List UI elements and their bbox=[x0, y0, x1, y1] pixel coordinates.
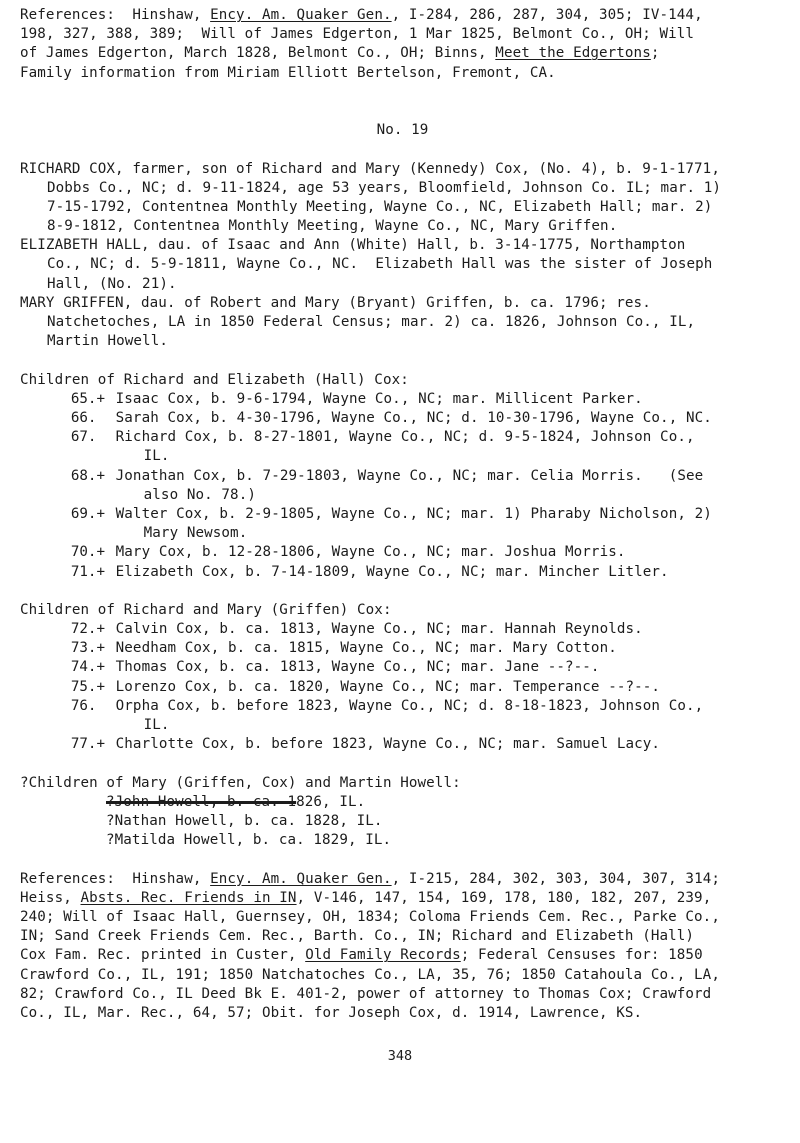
reference-text: Cox Fam. Rec. printed in Custer, bbox=[20, 947, 306, 964]
reference-text: ; Federal Censuses for: 1850 bbox=[460, 947, 703, 964]
reference-text: Heiss, bbox=[20, 889, 81, 906]
child-entry bbox=[20, 543, 785, 562]
child-line: Orpha Cox, b. before 1823, Wayne Co., NC; d. 8-18-1823, Johnson Co., bbox=[107, 697, 704, 714]
child-entry bbox=[20, 678, 785, 697]
person-entries bbox=[20, 160, 785, 352]
children-group-title: Children of Richard and Mary (Griffen) Cox: bbox=[20, 601, 392, 618]
person-line: Dobbs Co., NC; d. 9-11-1824, age 53 years, Bloomfield, Johnson Co. IL; mar. 1) bbox=[47, 179, 722, 196]
reference-line bbox=[20, 985, 785, 1004]
child-line: Lorenzo Cox, b. ca. 1820, Wayne Co., NC; mar. Temperance --?--. bbox=[107, 678, 661, 695]
reference-line bbox=[20, 6, 785, 25]
child-number: 70.+ bbox=[70, 544, 105, 561]
person-line: RICHARD COX, farmer, son of Richard and Mary (Kennedy) Cox, (No. 4), b. 9-1-1771, bbox=[20, 160, 720, 177]
reference-text: of James Edgerton, March 1828, Belmont Co., OH; Binns, bbox=[20, 45, 496, 62]
child-line: also No. 78.) bbox=[135, 486, 256, 503]
child-text bbox=[105, 620, 785, 639]
child-line: Calvin Cox, b. ca. 1813, Wayne Co., NC; mar. Hannah Reynolds. bbox=[107, 621, 643, 638]
howell-child bbox=[20, 793, 785, 812]
person-line: Natchetoches, LA in 1850 Federal Census; mar. 2) ca. 1826, Johnson Co., IL, bbox=[47, 314, 696, 331]
child-entry bbox=[20, 658, 785, 677]
reference-text: 82; Crawford Co., IL Deed Bk E. 401-2, power of attorney to Thomas Cox; Crawford bbox=[20, 985, 712, 1002]
bottom-references bbox=[20, 870, 785, 1024]
child-line: Needham Cox, b. ca. 1815, Wayne Co., NC; mar. Mary Cotton. bbox=[107, 640, 617, 657]
child-entry bbox=[20, 620, 785, 639]
reference-text: References: Hinshaw, bbox=[20, 870, 211, 887]
children-group-2 bbox=[20, 601, 785, 755]
child-number: 68.+ bbox=[70, 467, 105, 484]
person-line: Martin Howell. bbox=[47, 333, 168, 350]
child-number: 71.+ bbox=[70, 563, 105, 580]
howell-children-list bbox=[20, 793, 785, 851]
child-entry bbox=[20, 505, 785, 543]
child-line: Mary Cox, b. 12-28-1806, Wayne Co., NC; mar. Joshua Morris. bbox=[107, 544, 626, 561]
child-text bbox=[105, 658, 785, 677]
reference-text: Co., IL, Mar. Rec., 64, 57; Obit. for Joseph Cox, d. 1914, Lawrence, KS. bbox=[20, 1004, 643, 1021]
children-group-1 bbox=[20, 371, 785, 582]
child-text bbox=[105, 735, 785, 754]
person-entry bbox=[20, 160, 785, 237]
child-line: IL. bbox=[135, 717, 170, 734]
child-number: 67. bbox=[70, 429, 105, 446]
top-references bbox=[20, 6, 785, 83]
child-entry bbox=[20, 639, 785, 658]
struck-text: ?John Howell, b. ca. 1 bbox=[106, 793, 297, 810]
reference-title: Ency. Am. Quaker Gen. bbox=[210, 7, 392, 23]
child-entry bbox=[20, 428, 785, 466]
reference-line bbox=[20, 64, 785, 83]
reference-line bbox=[20, 889, 785, 908]
reference-line bbox=[20, 44, 785, 63]
reference-title: Old Family Records bbox=[305, 947, 461, 964]
children-group-title: ?Children of Mary (Griffen, Cox) and Martin Howell: bbox=[20, 774, 461, 791]
children-group-title: Children of Richard and Elizabeth (Hall) Cox: bbox=[20, 371, 409, 388]
child-number: 73.+ bbox=[70, 640, 105, 657]
child-line: Elizabeth Cox, b. 7-14-1809, Wayne Co., NC; mar. Mincher Litler. bbox=[107, 563, 669, 580]
children-list bbox=[20, 620, 785, 754]
child-entry bbox=[20, 563, 785, 582]
person-line: 8-9-1812, Contentnea Monthly Meeting, Wayne Co., NC, Mary Griffen. bbox=[47, 218, 618, 235]
reference-line bbox=[20, 927, 785, 946]
person-line: 7-15-1792, Contentnea Monthly Meeting, Wayne Co., NC, Elizabeth Hall; mar. 2) bbox=[47, 198, 713, 215]
page-number: 348 bbox=[387, 1048, 413, 1064]
child-text bbox=[105, 467, 785, 505]
child-number: 66. bbox=[70, 409, 105, 426]
child-line: Jonathan Cox, b. 7-29-1803, Wayne Co., NC; mar. Celia Morris. (See bbox=[107, 467, 704, 484]
child-text bbox=[105, 543, 785, 562]
child-text bbox=[105, 390, 785, 409]
child-number: 76. bbox=[70, 697, 105, 714]
person-line: Co., NC; d. 5-9-1811, Wayne Co., NC. Elizabeth Hall was the sister of Joseph bbox=[47, 256, 713, 273]
reference-line bbox=[20, 966, 785, 985]
reference-title: Meet the Edgertons bbox=[495, 45, 651, 62]
child-text bbox=[105, 697, 785, 735]
howell-child: ?Nathan Howell, b. ca. 1828, IL. bbox=[106, 813, 383, 830]
child-number: 77.+ bbox=[70, 736, 105, 753]
reference-text: 198, 327, 388, 389; Will of James Edgerton, 1 Mar 1825, Belmont Co., OH; Will bbox=[20, 26, 695, 43]
reference-line bbox=[20, 25, 785, 44]
child-number: 75.+ bbox=[70, 678, 105, 695]
person-entry bbox=[20, 236, 785, 294]
child-entry bbox=[20, 409, 785, 428]
person-entry bbox=[20, 294, 785, 352]
child-number: 74.+ bbox=[70, 659, 105, 676]
child-line: Isaac Cox, b. 9-6-1794, Wayne Co., NC; mar. Millicent Parker. bbox=[107, 390, 643, 407]
child-number: 69.+ bbox=[70, 505, 105, 522]
children-list bbox=[20, 390, 785, 582]
spacer bbox=[20, 140, 785, 159]
reference-text: , V-146, 147, 154, 169, 178, 180, 182, 207, 239, bbox=[296, 889, 712, 906]
child-text bbox=[105, 639, 785, 658]
reference-text: Crawford Co., IL, 191; 1850 Natchatoches Co., LA, 35, 76; 1850 Catahoula Co., LA, bbox=[20, 966, 720, 983]
spacer bbox=[20, 850, 785, 869]
reference-text: References: Hinshaw, bbox=[20, 7, 211, 23]
child-line: Richard Cox, b. 8-27-1801, Wayne Co., NC; d. 9-5-1824, Johnson Co., bbox=[107, 429, 695, 446]
reference-text: ; bbox=[650, 45, 660, 62]
reference-line bbox=[20, 908, 785, 927]
child-number: 65.+ bbox=[70, 390, 105, 407]
child-entry bbox=[20, 735, 785, 754]
reference-line bbox=[20, 946, 785, 965]
spacer bbox=[20, 582, 785, 601]
child-text bbox=[105, 428, 785, 466]
reference-title: Ency. Am. Quaker Gen. bbox=[210, 870, 392, 887]
person-line: Hall, (No. 21). bbox=[47, 275, 177, 292]
reference-text: 240; Will of Isaac Hall, Guernsey, OH, 1834; Coloma Friends Cem. Rec., Parke Co., bbox=[20, 908, 720, 925]
child-text bbox=[105, 409, 785, 428]
child-line: Walter Cox, b. 2-9-1805, Wayne Co., NC; mar. 1) Pharaby Nicholson, 2) bbox=[107, 505, 712, 522]
child-entry bbox=[20, 467, 785, 505]
child-text bbox=[105, 505, 785, 543]
spacer bbox=[20, 351, 785, 370]
section-heading: No. 19 bbox=[376, 122, 429, 139]
reference-line bbox=[20, 870, 785, 889]
child-line: Mary Newsom. bbox=[135, 525, 248, 542]
child-line: Sarah Cox, b. 4-30-1796, Wayne Co., NC; d. 10-30-1796, Wayne Co., NC. bbox=[107, 409, 712, 426]
reference-title: Absts. Rec. Friends in IN bbox=[80, 889, 297, 906]
reference-line bbox=[20, 1004, 785, 1023]
howell-child: ?Matilda Howell, b. ca. 1829, IL. bbox=[106, 832, 392, 849]
child-number: 72.+ bbox=[70, 621, 105, 638]
child-entry bbox=[20, 390, 785, 409]
child-line: IL. bbox=[135, 448, 170, 465]
person-line: MARY GRIFFEN, dau. of Robert and Mary (Bryant) Griffen, b. ca. 1796; res. bbox=[20, 294, 651, 311]
reference-text: Family information from Miriam Elliott Bertelson, Fremont, CA. bbox=[20, 64, 556, 81]
reference-text: , I-284, 286, 287, 304, 305; IV-144, bbox=[391, 7, 703, 23]
child-line: Thomas Cox, b. ca. 1813, Wayne Co., NC; mar. Jane --?--. bbox=[107, 659, 600, 676]
child-text: 826, IL. bbox=[296, 793, 366, 810]
document-page bbox=[20, 6, 785, 1023]
child-text bbox=[105, 678, 785, 697]
child-entry bbox=[20, 697, 785, 735]
child-text bbox=[105, 563, 785, 582]
person-line: ELIZABETH HALL, dau. of Isaac and Ann (White) Hall, b. 3-14-1775, Northampton bbox=[20, 237, 686, 254]
spacer bbox=[20, 754, 785, 773]
children-group-3 bbox=[20, 774, 785, 851]
child-line: Charlotte Cox, b. before 1823, Wayne Co., NC; mar. Samuel Lacy. bbox=[107, 736, 661, 753]
spacer bbox=[20, 83, 785, 121]
reference-text: IN; Sand Creek Friends Cem. Rec., Barth. Co., IN; Richard and Elizabeth (Hall) bbox=[20, 928, 695, 945]
reference-text: , I-215, 284, 302, 303, 304, 307, 314; bbox=[391, 870, 720, 887]
